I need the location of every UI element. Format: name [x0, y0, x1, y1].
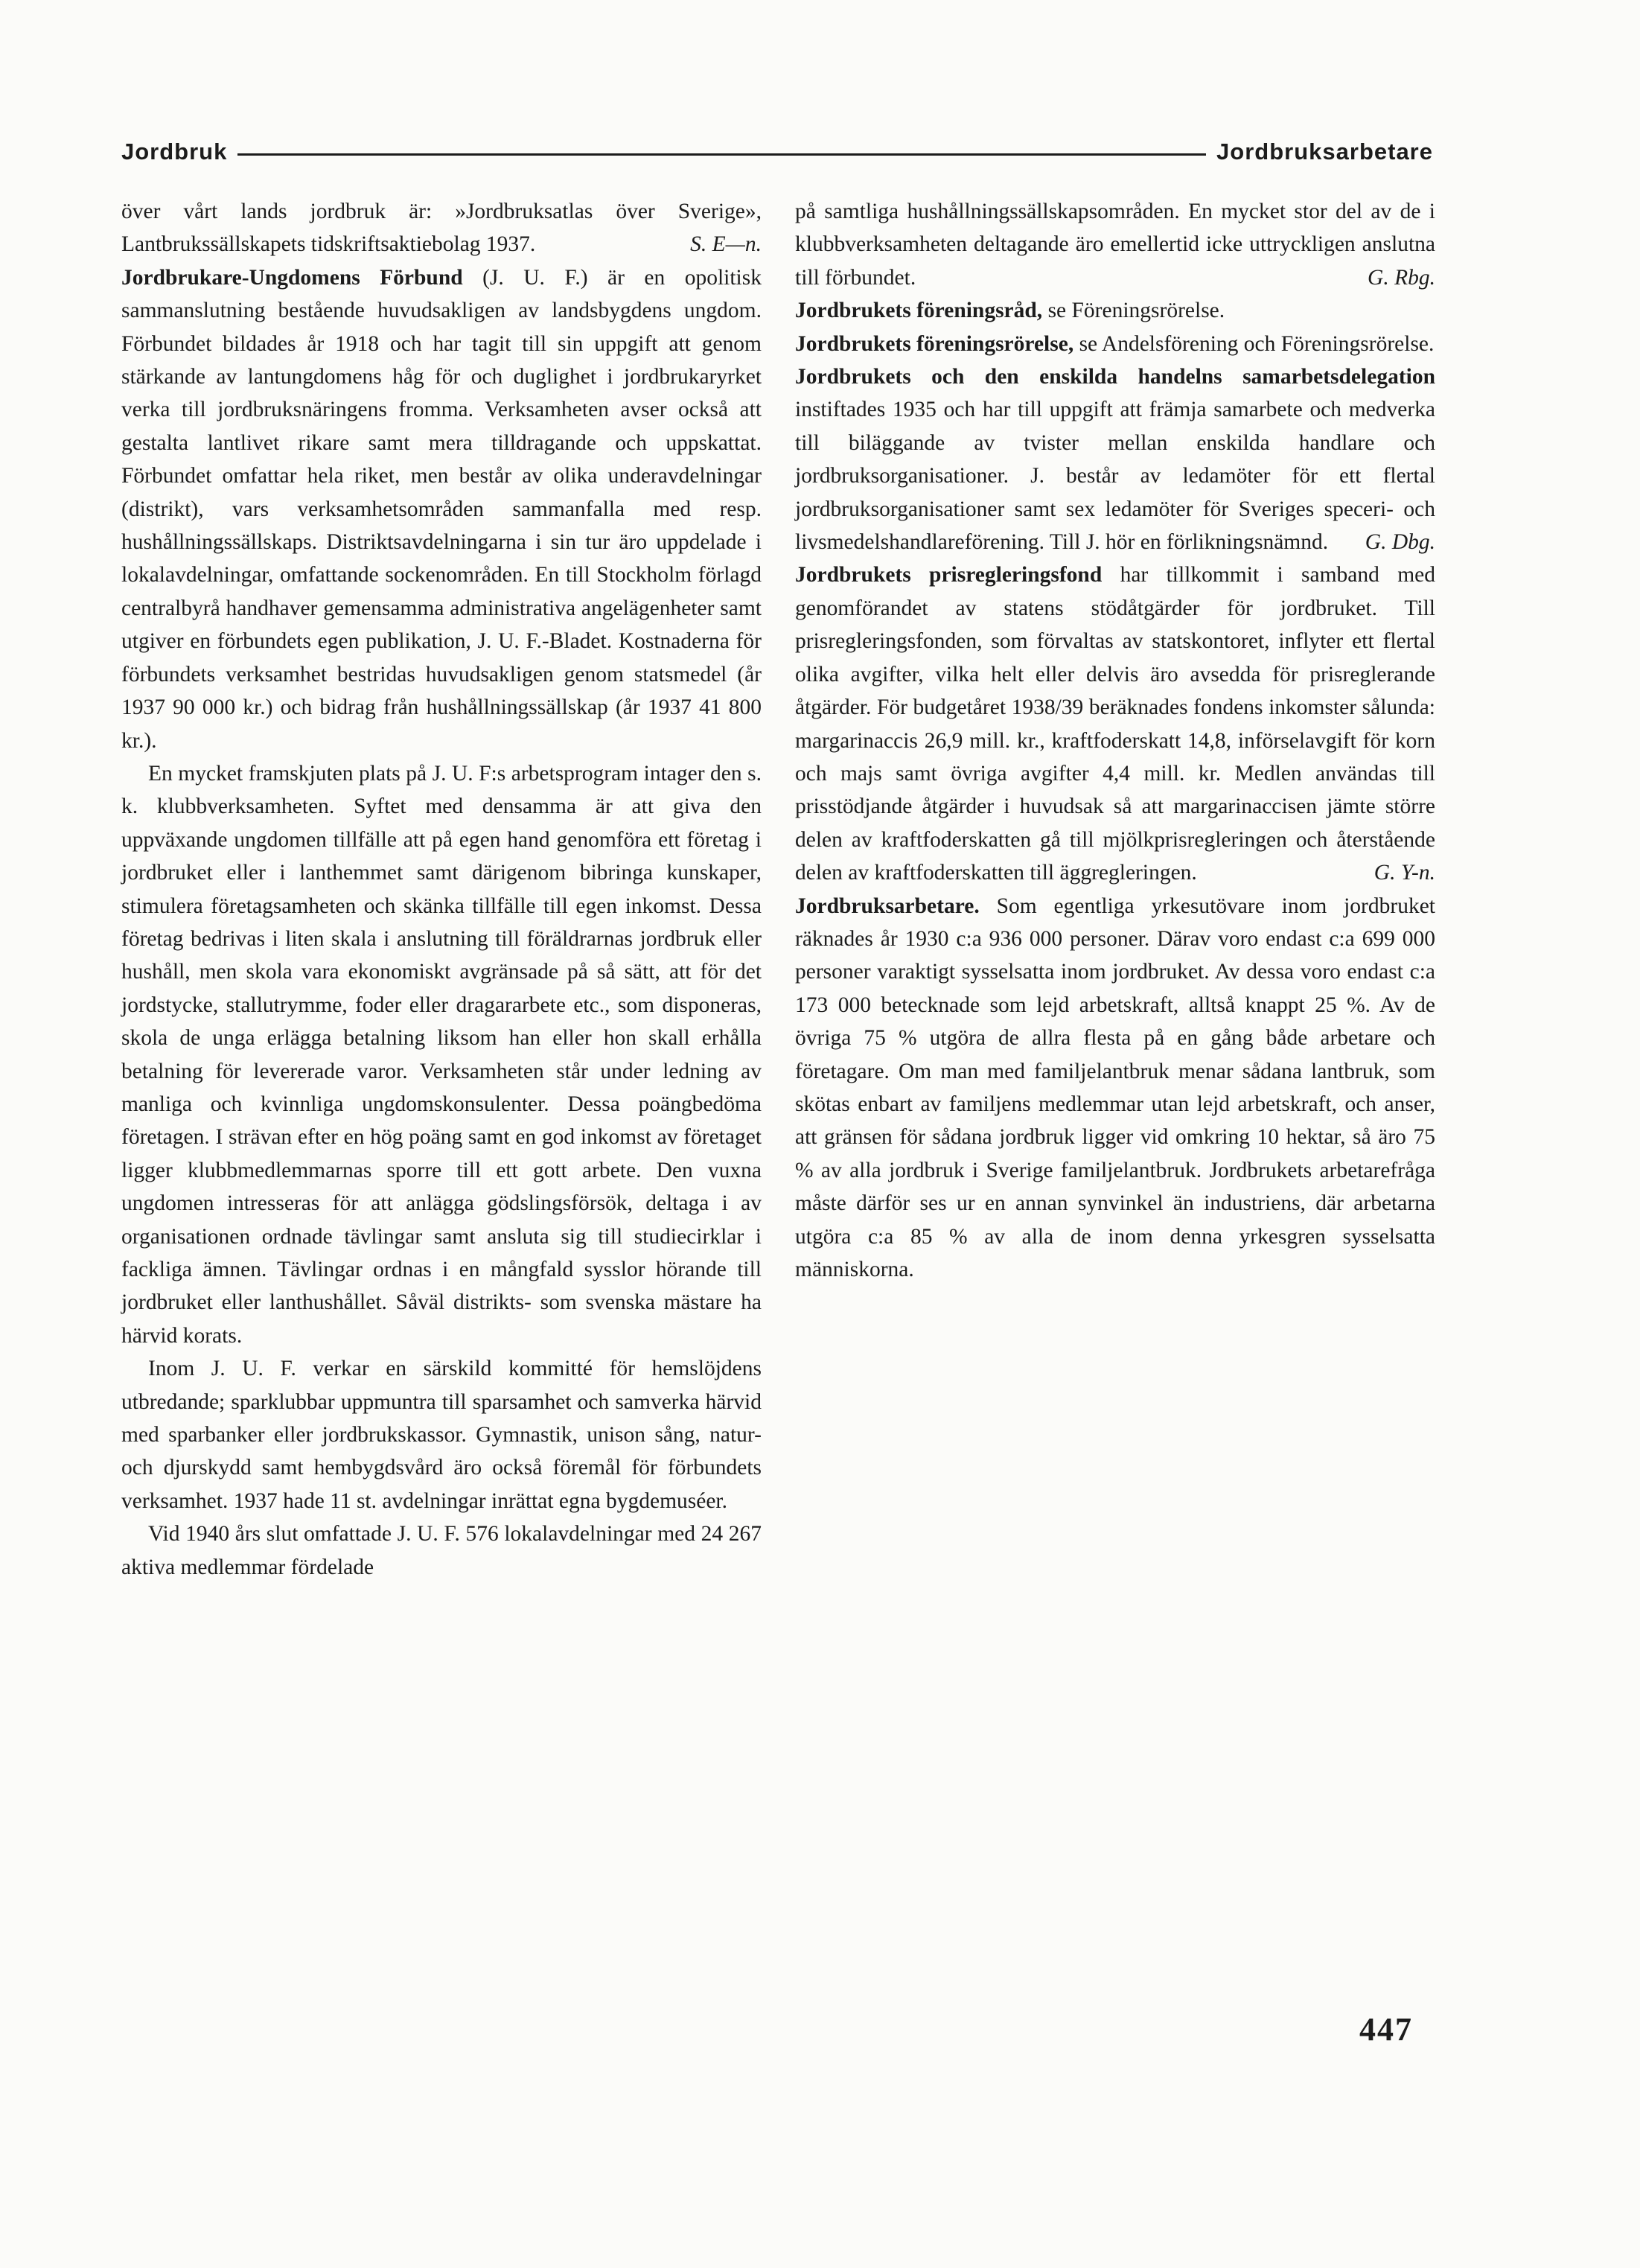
paragraph: [795, 195, 1435, 294]
author-signature: G. Y-n.: [1373, 861, 1435, 885]
running-head: [121, 138, 1433, 165]
page-number: 447: [1359, 2011, 1413, 2048]
paragraph: En mycket framskjuten plats på J. U. F:s arbetsprogram intager den s. k. klubbverksamheten. Syftet med densamma är att giva den uppväxande ungdomen tillfälle att på egen hand genomföra ett företag i jordbruket eller i lanthemmet samt därigenom bibringa kunskaper, stimulera företagsamheten och skänka tillfälle till egen inkomst. Dessa företag bedrivas i liten skala i anslutning till föräldrarnas jordbruk eller hushåll, men skola vara ekonomiskt avgränsade på så sätt, att för det jordstycke, stallutrymme, foder eller dragararbete etc., som disponeras, skola de unga erlägga betalning liksom han eller hon skall erhålla betalning för levererade varor. Verksamheten står under ledning av manliga och kvinnliga ungdomskonsulenter. Dessa poängbedöma företagen. I strävan efter en hög poäng samt en god inkomst av företaget ligger klubbmedlemmarnas sporre till ett gott arbete. Den vuxna ungdomen intresseras för att anlägga gödslingsförsök, deltaga i av organisationen ordnade tävlingar samt ansluta sig till studiecirklar i fackliga ämnen. Tävlingar ordnas i en mångfald sysslor hörande till jordbruket eller lanthushållet. Såväl distrikts- som svenska mästare ha härvid korats.: [121, 761, 762, 1348]
entry-text: (J. U. F.) är en opolitisk sammanslutning bestående huvudsakligen av landsbygdens ungdom. Förbundet bildades år 1918 och har tagit till sin uppgift att genom stärkande av lantungdomens håg för och duglighet i jordbrukaryrket verka till jordbruksnäringens fromma. Verksamheten avser också att gestalta lantlivet rikare samt mera tilldragande och uppskattat. Förbundet omfattar hela riket, men består av olika underavdelningar (distrikt), vars verksamhetsområden sammanfalla med resp. hushållningssällskaps. Distriktsavdelningarna i sin tur äro uppdelade i lokalavdelningar, omfattande sockenområden. En till Stockholm förlagd centralbyrå handhaver gemensamma administrativa angelägenheter samt utgiver en förbundets egen publikation, J. U. F.-Bladet. Kostnaderna för förbundets verksamhet bestridas huvudsakligen genom statsmedel (år 1937 90 000 kr.) och bidrag från hushållningssällskap (år 1937 41 800 kr.).: [121, 265, 762, 753]
entry-text: se Föreningsrörelse.: [1042, 299, 1225, 323]
right-column: [795, 195, 1435, 1286]
entry-samarbetsdelegation: [795, 360, 1435, 558]
paragraph: [121, 195, 762, 261]
entry-headword: Jordbruksarbetare.: [795, 893, 980, 918]
entry-jordbrukare-ungdomens-forbund: [121, 261, 762, 757]
author-signature: G. Dbg.: [1365, 530, 1435, 555]
entry-text: har tillkommit i samband med genomförandet av statens stödåtgärder för jordbruket. Till prisregleringsfonden, som förvaltas av statskontoret, inflyter ett flertal olika avgifter, vilka helt eller delvis äro avsedda för prisreglerande åtgärder. För budgetåret 1938/39 beräknades fondens inkomster sålunda: margarinaccis 26,9 mill. kr., kraftfoderskatt 14,8, införselavgift för korn och majs samt övriga avgifter 4,4 mill. kr. Medlen användas till prisstödjande åtgärder i huvudsak så att margarinaccisen jämte större delen av kraftfoderskatten gå till mjölkprisregleringen och återstående delen av kraftfoderskatten till äggregleringen.: [795, 563, 1435, 885]
running-head-right: Jordbruksarbetare: [1216, 138, 1433, 165]
entry-jordbrukets-foreningsrorelse: [795, 328, 1435, 360]
author-signature: G. Rbg.: [1368, 265, 1435, 290]
entry-jordbruksarbetare: [795, 890, 1435, 1287]
paragraph: Inom J. U. F. verkar en särskild kommitté för hemslöjdens utbredande; sparklubbar uppmuntra till sparsamhet och samverka härvid med sparbanker eller jordbrukskassor. Gymnastik, unison sång, natur- och djurskydd samt hembygdsvård äro också föremål för förbundets verksamhet. 1937 hade 11 st. avdelningar inrättat egna bygdemuséer.: [121, 1357, 762, 1513]
entry-headword: Jordbrukare-Ungdomens Förbund: [121, 265, 463, 290]
entry-headword: Jordbrukets föreningsrörelse,: [795, 331, 1074, 356]
entry-headword: Jordbrukets prisregleringsfond: [795, 563, 1103, 587]
entry-headword: Jordbrukets och den enskilda handelns samarbetsdelegation: [795, 365, 1435, 389]
paragraph-text: över vårt lands jordbruk är: »Jordbruksatlas över Sverige», Lantbrukssällskapets tidskriftsaktiebolag 1937.: [121, 200, 762, 257]
entry-headword: Jordbrukets föreningsråd,: [795, 299, 1043, 323]
entry-jordbrukets-foreningsrad: [795, 294, 1435, 327]
paragraph: Vid 1940 års slut omfattade J. U. F. 576 lokalavdelningar med 24 267 aktiva medlemmar fördelade: [121, 1522, 762, 1579]
entry-text: instiftades 1935 och har till uppgift att främja samarbete och medverka till biläggande av tvister mellan enskilda handlare och jordbruksorganisationer. J. består av ledamöter för ett flertal jordbruksorganisationer samt sex ledamöter för Sveriges speceri- och livsmedelshandlareförening. Till J. hör en förlikningsnämnd.: [795, 398, 1435, 555]
entry-jordbrukets-prisregleringsfond: [795, 558, 1435, 889]
running-head-rule: [237, 153, 1206, 156]
entry-text: Som egentliga yrkesutövare inom jordbruket räknades år 1930 c:a 936 000 personer. Därav voro endast c:a 699 000 personer varaktigt sysselsatta inom jordbruket. Av dessa voro endast c:a 173 000 betecknade som lejd arbetskraft, alltså knappt 25 %. Av de övriga 75 % utgöra de allra flesta på en gång både arbetare och företagare. Om man med familjelantbruk menar sådana lantbruk, som skötas enbart av familjens medlemmar utan lejd arbetskraft, och anser, att gränsen för sådana jordbruk ligger vid omkring 10 hektar, så äro 75 % av alla jordbruk i Sverige familjelantbruk. Jordbrukets arbetarefråga måste därför ses ur en annan synvinkel än industriens, där arbetarna utgöra c:a 85 % av alla de inom denna yrkesgren sysselsatta människorna.: [795, 893, 1435, 1281]
running-head-left: Jordbruk: [121, 138, 228, 165]
left-column: [121, 195, 762, 1584]
author-signature: S. E—n.: [690, 232, 762, 257]
entry-text: se Andelsförening och Föreningsrörelse.: [1073, 331, 1435, 356]
paragraph-text: på samtliga hushållningssällskapsområden. En mycket stor del av de i klubbverksamheten deltagande äro emellertid icke uttryckligen anslutna till förbundet.: [795, 200, 1435, 290]
